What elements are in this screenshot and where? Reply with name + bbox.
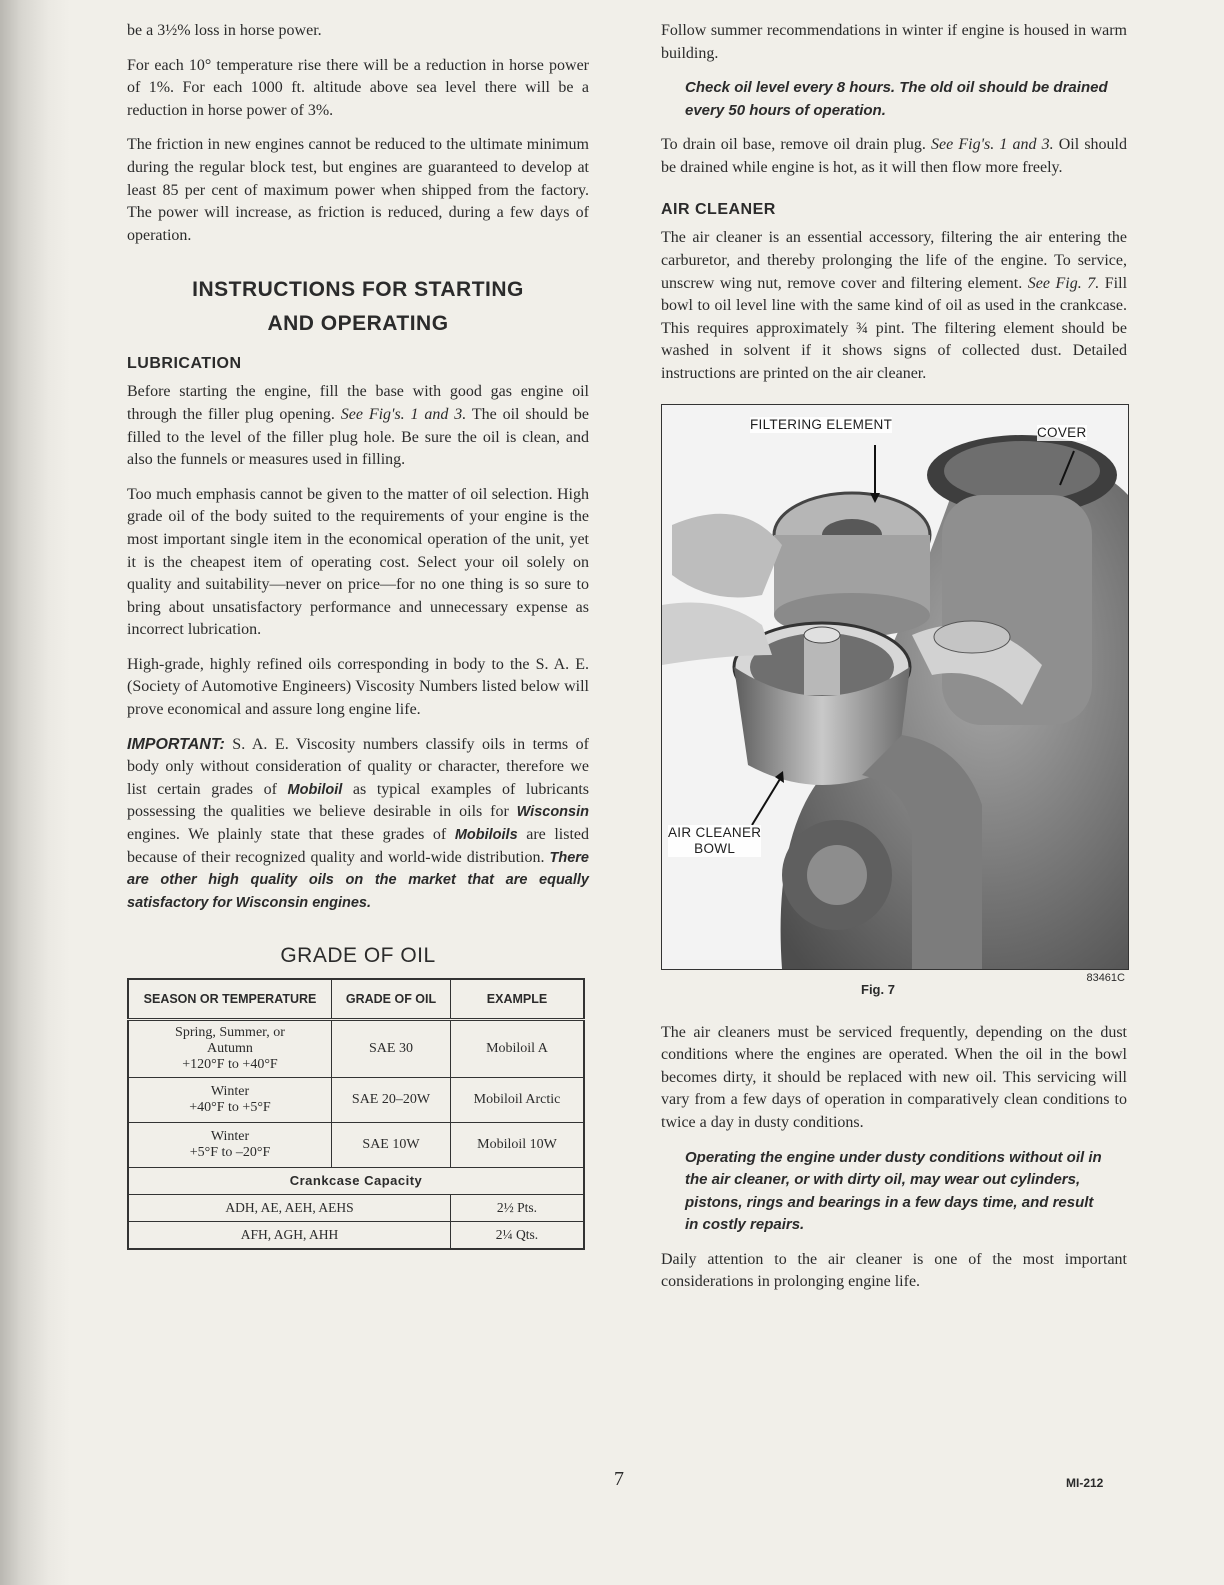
figure-code: 83461C bbox=[1086, 971, 1125, 984]
lub-figure-ref: See Fig's. 1 and 3. bbox=[340, 405, 467, 423]
capacity-heading-row bbox=[128, 1168, 584, 1195]
figure-caption: Fig. 7 bbox=[861, 981, 895, 997]
season-cell bbox=[128, 1123, 332, 1168]
lubrication-paragraph-3: High-grade, highly refined oils corresponding in body to the S. A. E. (Society of Automotive Engineers) Viscosity Numbers listed below will prove economical and assure long engine life. bbox=[127, 655, 589, 719]
air-text-b: Fill bowl to oil level line with the same kind of oil as used in the crankcase. This requires approximately ¾ pint. The filtering element should be washed in solvent if it shows signs of collected dust. Detailed instructions are printed on the air cleaner. bbox=[661, 274, 1128, 382]
table-row bbox=[128, 1195, 584, 1222]
air-text-a: The air cleaner is an essential accessory, filtering the air entering the carburetor, and thereby prolonging the life of the engine. To service, unscrew wing nut, remove cover and filtering element. bbox=[661, 229, 1127, 292]
lubrication-heading: LUBRICATION bbox=[127, 355, 242, 373]
season-text: Winter bbox=[210, 1084, 250, 1100]
lubrication-paragraph-2: Too much emphasis cannot be given to the matter of oil selection. High grade oil of the body suited to the requirements of your engine is the most important single item in the economical operation of the unit, yet it is the cheapest item of operating cost. Select your oil solely on quality and suitability—never on price—for no one thing is so sure to bring about unsatisfactory performance and unnecessary expense as incorrect lubrication. bbox=[127, 485, 589, 639]
horsepower-loss-text: be a 3½% loss in horse power. bbox=[127, 22, 322, 39]
important-paragraph bbox=[127, 734, 589, 915]
grade-of-oil-title: GRADE OF OIL bbox=[280, 944, 436, 968]
label-filtering-element: FILTERING ELEMENT bbox=[750, 416, 893, 432]
air-cleaner-paragraph-2: The air cleaners must be serviced frequently, depending on the dust conditions where the engines are operated. When the oil in the bowl becomes dirty, it should be replaced with new oil. This servicing will vary from a few days of operation in comparatively clean conditions to twice a day in dusty conditions. bbox=[661, 1023, 1127, 1131]
capacity-models: AFH, AGH, AHH bbox=[128, 1222, 451, 1250]
brand-wisconsin: Wisconsin bbox=[516, 804, 589, 821]
table-row bbox=[128, 1222, 584, 1250]
label-bowl-line-1: AIR CLEANER bbox=[668, 824, 762, 840]
temp-text: +5°F to –20°F bbox=[189, 1145, 271, 1161]
important-label: IMPORTANT: bbox=[127, 735, 225, 753]
lubrication-paragraph-1 bbox=[127, 381, 589, 471]
important-text-a: S. A. E. Viscosity numbers classify oils in terms of body only without consideration of quality or character, therefore we list certain grades of bbox=[127, 735, 589, 798]
table-row bbox=[128, 1078, 584, 1123]
table-header-row bbox=[128, 979, 584, 1020]
season-text: Spring, Summer, or Autumn bbox=[175, 1025, 285, 1057]
table-row bbox=[128, 1123, 584, 1168]
air-cleaner-photo bbox=[661, 404, 1129, 970]
page-number: 7 bbox=[614, 1468, 624, 1490]
capacity-amount: 2¼ Qts. bbox=[451, 1222, 585, 1250]
label-air-cleaner-bowl bbox=[668, 825, 761, 857]
label-bowl-line-2: BOWL bbox=[694, 840, 736, 856]
right-column bbox=[661, 20, 1127, 1306]
figure-caption-row bbox=[661, 970, 1127, 1004]
dusty-conditions-callout: Operating the engine under dusty conditions without oil in the air cleaner, or with dirty oil, may wear out cylinders, pistons, rings and bearings in a few days time, and result in costly repairs. bbox=[685, 1148, 1102, 1233]
important-text-d: are listed because of their recognized quality and world-wide distribution. bbox=[127, 826, 589, 866]
section-title-line-1: INSTRUCTIONS FOR STARTING bbox=[192, 278, 524, 302]
grade-cell: SAE 10W bbox=[332, 1123, 451, 1168]
drain-paragraph bbox=[661, 134, 1127, 179]
oil-grade-table bbox=[127, 978, 585, 1250]
lub-text-a: Before starting the engine, fill the base with good gas engine oil through the filler plug opening. bbox=[127, 383, 589, 423]
lub-text-b: The oil should be filled to the level of the filler plug hole. Be sure the oil is clean, and also the funnels or measures used in filling. bbox=[127, 405, 590, 469]
example-cell: Mobiloil Arctic bbox=[451, 1078, 585, 1123]
important-emphasis: There are other high quality oils on the market that are equally satisfactory for Wisconsin engines. bbox=[127, 849, 589, 911]
temp-text: +40°F to +5°F bbox=[189, 1100, 271, 1116]
header-grade: GRADE OF OIL bbox=[332, 979, 451, 1020]
air-cleaner-paragraph-3: Daily attention to the air cleaner is one of the most important considerations in prolonging engine life. bbox=[661, 1250, 1127, 1291]
capacity-models: ADH, AE, AEH, AEHS bbox=[128, 1195, 451, 1222]
air-cleaner-paragraph-1 bbox=[661, 227, 1127, 385]
left-column bbox=[127, 20, 589, 1250]
air-cleaner-illustration bbox=[662, 405, 1128, 969]
air-figure-ref: See Fig. 7. bbox=[1027, 274, 1100, 292]
drain-figure-ref: See Fig's. 1 and 3. bbox=[931, 136, 1054, 154]
label-cover: COVER bbox=[1037, 424, 1087, 440]
example-cell: Mobiloil A bbox=[451, 1020, 585, 1078]
document-code: MI-212 bbox=[1066, 1476, 1104, 1490]
binding-edge-shadow bbox=[0, 0, 70, 1585]
winter-recommendation-text: Follow summer recommendations in winter if engine is housed in warm building. bbox=[661, 22, 1127, 62]
header-season: SEASON OR TEMPERATURE bbox=[128, 979, 332, 1020]
grade-cell: SAE 30 bbox=[332, 1020, 451, 1078]
season-cell bbox=[128, 1078, 332, 1123]
drain-text-b: Oil should be drained while engine is hot, as it will then flow more freely. bbox=[661, 136, 1127, 176]
capacity-amount: 2½ Pts. bbox=[451, 1195, 585, 1222]
important-text-c: engines. We plainly state that these grades of bbox=[127, 826, 455, 844]
section-title-line-2: AND OPERATING bbox=[267, 312, 449, 336]
drain-text-a: To drain oil base, remove oil drain plug. bbox=[661, 136, 932, 154]
table-row bbox=[128, 1020, 584, 1078]
important-text-b: as typical examples of lubricants possessing the qualities we believe desirable in oils for bbox=[127, 780, 589, 821]
grade-cell: SAE 20–20W bbox=[332, 1078, 451, 1123]
friction-text: The friction in new engines cannot be reduced to the ultimate minimum during the regular block test, but engines are guaranteed to develop at least 85 per cent of maximum power when shipped from the factory. The power will increase, as friction is reduced, during a few days of operation. bbox=[127, 136, 589, 244]
capacity-heading: Crankcase Capacity bbox=[128, 1168, 584, 1195]
section-title bbox=[127, 273, 589, 341]
oil-check-callout: Check oil level every 8 hours. The old oil should be drained every 50 hours of operation. bbox=[685, 79, 1108, 119]
brand-mobiloils: Mobiloils bbox=[454, 827, 518, 844]
air-cleaner-heading: AIR CLEANER bbox=[661, 201, 776, 219]
temperature-altitude-text: For each 10° temperature rise there will be a reduction in horse power of 1%. For each 1000 ft. altitude above sea level there will be a reduction in horse power of 3%. bbox=[127, 56, 589, 119]
brand-mobiloil: Mobiloil bbox=[287, 781, 343, 798]
season-cell bbox=[128, 1020, 332, 1078]
example-cell: Mobiloil 10W bbox=[451, 1123, 585, 1168]
header-example: EXAMPLE bbox=[451, 979, 585, 1020]
temp-text: +120°F to +40°F bbox=[182, 1057, 278, 1073]
season-text: Winter bbox=[210, 1129, 250, 1145]
